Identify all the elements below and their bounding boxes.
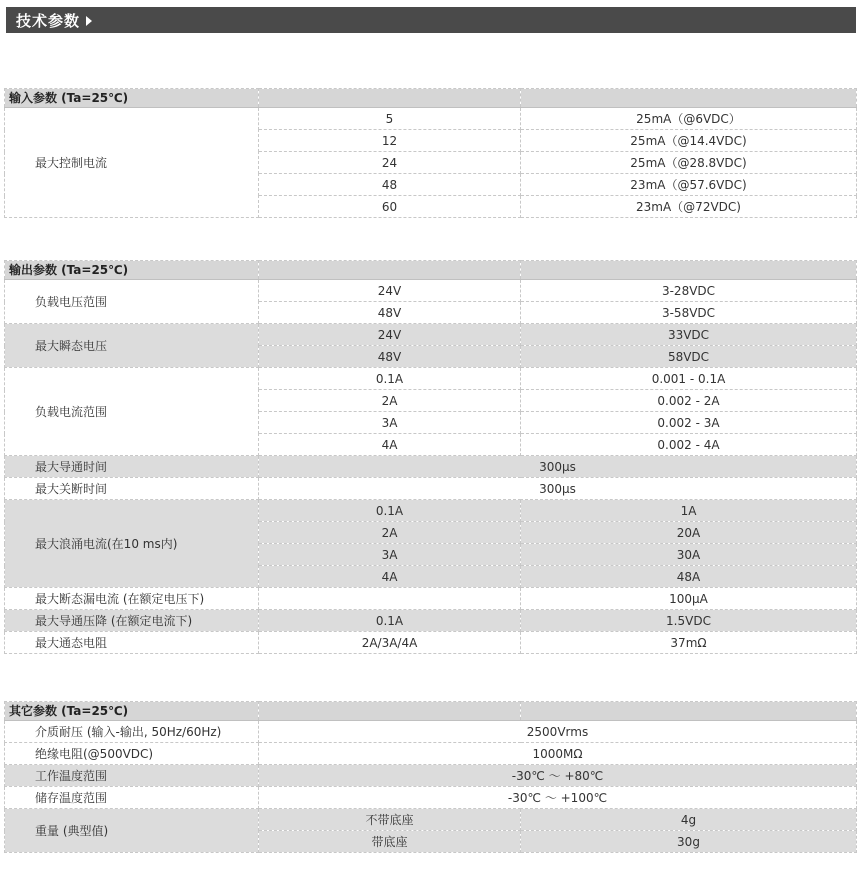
- current-cell: 23mA（@57.6VDC): [521, 174, 857, 196]
- leakage-current-label: 最大断态漏电流 (在额定电压下): [5, 588, 259, 610]
- value-cell: 37mΩ: [521, 632, 857, 654]
- table-row: [5, 721, 857, 743]
- value-cell: 4g: [521, 809, 857, 831]
- table-row: [5, 787, 857, 809]
- value-cell: -30℃ ～ +100℃: [259, 787, 857, 809]
- section-title-bar: [6, 7, 856, 33]
- insulation-label: 绝缘电阻(@500VDC): [5, 743, 259, 765]
- value-cell: 100μA: [521, 588, 857, 610]
- max-control-current-label: 最大控制电流: [5, 108, 259, 218]
- table-header: [5, 261, 857, 280]
- value-cell: 0.1A: [259, 610, 521, 632]
- page-title: 技术参数: [16, 11, 81, 30]
- value-cell: [259, 588, 521, 610]
- on-resistance-label: 最大通态电阻: [5, 632, 259, 654]
- table-header: [5, 702, 857, 721]
- operating-temp-label: 工作温度范围: [5, 765, 259, 787]
- weight-label: 重量 (典型值): [5, 809, 259, 853]
- value-cell: 24V: [259, 280, 521, 302]
- table-row: [5, 588, 857, 610]
- surge-current-label: 最大浪涌电流(在10 ms内): [5, 500, 259, 588]
- value-cell: 58VDC: [521, 346, 857, 368]
- table-row: [5, 324, 857, 346]
- voltage-cell: 24: [259, 152, 521, 174]
- load-current-label: 负载电流范围: [5, 368, 259, 456]
- value-cell: 30A: [521, 544, 857, 566]
- value-cell: 2A/3A/4A: [259, 632, 521, 654]
- voltage-cell: 60: [259, 196, 521, 218]
- value-cell: 24V: [259, 324, 521, 346]
- table-row: [5, 765, 857, 787]
- value-cell: 1.5VDC: [521, 610, 857, 632]
- value-cell: 20A: [521, 522, 857, 544]
- output-params-title: 输出参数 (Ta=25℃): [5, 261, 259, 280]
- current-cell: 25mA（@28.8VDC): [521, 152, 857, 174]
- voltage-cell: 48: [259, 174, 521, 196]
- value-cell: 48V: [259, 302, 521, 324]
- storage-temp-label: 储存温度范围: [5, 787, 259, 809]
- value-cell: 48V: [259, 346, 521, 368]
- value-cell: 2500Vrms: [259, 721, 857, 743]
- table-row: [5, 368, 857, 390]
- table-row: [5, 632, 857, 654]
- other-params-title: 其它参数 (Ta=25℃): [5, 702, 259, 721]
- value-cell: 1A: [521, 500, 857, 522]
- value-cell: 33VDC: [521, 324, 857, 346]
- value-cell: 0.002 - 4A: [521, 434, 857, 456]
- value-cell: -30℃ ～ +80℃: [259, 765, 857, 787]
- value-cell: 不带底座: [259, 809, 521, 831]
- table-row: [5, 610, 857, 632]
- input-params-title: 输入参数 (Ta=25℃): [5, 89, 259, 108]
- value-cell: 3-28VDC: [521, 280, 857, 302]
- voltage-drop-label: 最大导通压降 (在额定电流下): [5, 610, 259, 632]
- value-cell: 1000MΩ: [259, 743, 857, 765]
- value-cell: 0.001 - 0.1A: [521, 368, 857, 390]
- max-on-time-label: 最大导通时间: [5, 456, 259, 478]
- table-header: [5, 89, 857, 108]
- value-cell: 3A: [259, 412, 521, 434]
- value-cell: 0.1A: [259, 500, 521, 522]
- table-row: [5, 743, 857, 765]
- input-params-table: [4, 88, 857, 218]
- value-cell: 30g: [521, 831, 857, 853]
- table-row: [5, 500, 857, 522]
- load-voltage-label: 负载电压范围: [5, 280, 259, 324]
- value-cell: 48A: [521, 566, 857, 588]
- value-cell: 3-58VDC: [521, 302, 857, 324]
- value-cell: 3A: [259, 544, 521, 566]
- value-cell: 2A: [259, 390, 521, 412]
- current-cell: 25mA（@6VDC）: [521, 108, 857, 130]
- value-cell: 300μs: [259, 456, 857, 478]
- value-cell: 2A: [259, 522, 521, 544]
- table-row: [5, 456, 857, 478]
- dielectric-label: 介质耐压 (输入-输出, 50Hz/60Hz): [5, 721, 259, 743]
- table-row: [5, 280, 857, 302]
- value-cell: 4A: [259, 434, 521, 456]
- max-off-time-label: 最大关断时间: [5, 478, 259, 500]
- other-params-table: [4, 701, 857, 853]
- current-cell: 25mA（@14.4VDC): [521, 130, 857, 152]
- value-cell: 0.002 - 2A: [521, 390, 857, 412]
- value-cell: 300μs: [259, 478, 857, 500]
- value-cell: 0.1A: [259, 368, 521, 390]
- value-cell: 0.002 - 3A: [521, 412, 857, 434]
- current-cell: 23mA（@72VDC): [521, 196, 857, 218]
- value-cell: 带底座: [259, 831, 521, 853]
- table-row: [5, 478, 857, 500]
- value-cell: 4A: [259, 566, 521, 588]
- voltage-cell: 5: [259, 108, 521, 130]
- output-params-table: [4, 260, 857, 654]
- voltage-cell: 12: [259, 130, 521, 152]
- transient-voltage-label: 最大瞬态电压: [5, 324, 259, 368]
- table-row: [5, 809, 857, 831]
- caret-right-icon: [86, 16, 92, 26]
- table-row: [5, 108, 857, 130]
